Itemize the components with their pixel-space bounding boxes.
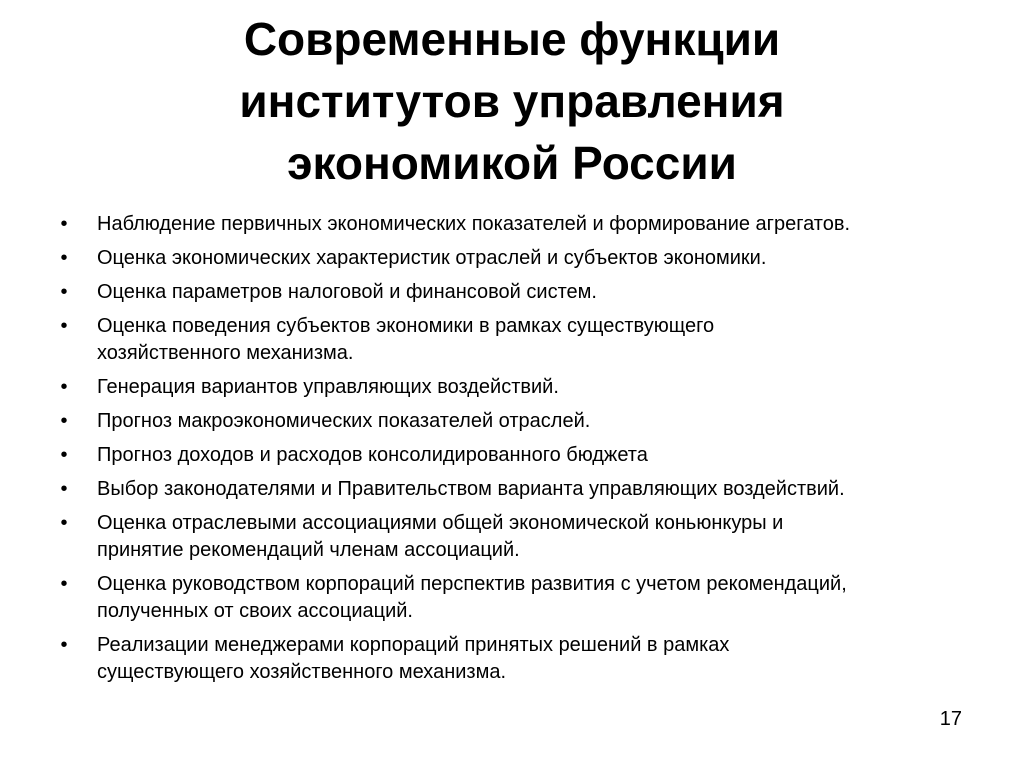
bullet-marker: • [60,315,68,337]
bullet-text: хозяйственного механизма. [97,342,354,364]
bullet-marker: • [60,478,68,500]
bullet-text: Выбор законодателями и Правительством варианта управляющих воздействий. [97,478,845,500]
bullet-item [0,510,1024,564]
bullet-item [0,632,1024,686]
bullet-text: Генерация вариантов управляющих воздействий. [97,376,559,398]
bullet-list [0,211,1024,693]
slide-title-line: экономикой России [287,137,737,189]
bullet-text: Оценка отраслевыми ассоциациями общей экономической коньюнкуры и [97,512,784,534]
bullet-marker: • [60,410,68,432]
bullet-item [0,279,1024,306]
bullet-text: Наблюдение первичных экономических показателей и формирование агрегатов. [97,213,850,235]
slide-title [112,8,912,194]
bullet-marker: • [60,247,68,269]
bullet-item [0,211,1024,238]
bullet-text: Оценка параметров налоговой и финансовой систем. [97,281,597,303]
bullet-marker: • [60,573,68,595]
bullet-marker: • [60,634,68,656]
slide-title-line: Современные функции [243,13,781,65]
bullet-item [0,374,1024,401]
bullet-item [0,408,1024,435]
bullet-item [0,245,1024,272]
bullet-text: Прогноз доходов и расходов консолидированного бюджета [97,444,648,466]
bullet-text: Оценка руководством корпораций перспектив развития с учетом рекомендаций, [97,573,847,595]
bullet-text: Реализации менеджерами корпораций принятых решений в рамках [97,634,730,656]
bullet-text: Оценка поведения субъектов экономики в рамках существующего [97,315,715,337]
page-number: 17 [939,708,962,730]
bullet-text: существующего хозяйственного механизма. [97,661,507,683]
bullet-marker: • [60,376,68,398]
bullet-marker: • [60,281,68,303]
slide-title-line: институтов управления [239,75,785,127]
bullet-text: Оценка экономических характеристик отраслей и субъектов экономики. [97,247,767,269]
bullet-marker: • [60,213,68,235]
bullet-marker: • [60,512,68,534]
bullet-text: принятие рекомендаций членам ассоциаций. [97,539,520,561]
bullet-marker: • [60,444,68,466]
bullet-item [0,571,1024,625]
bullet-item [0,313,1024,367]
bullet-text: полученных от своих ассоциаций. [97,600,413,622]
bullet-text: Прогноз макроэкономических показателей отраслей. [97,410,591,432]
bullet-item [0,442,1024,469]
bullet-item [0,476,1024,503]
